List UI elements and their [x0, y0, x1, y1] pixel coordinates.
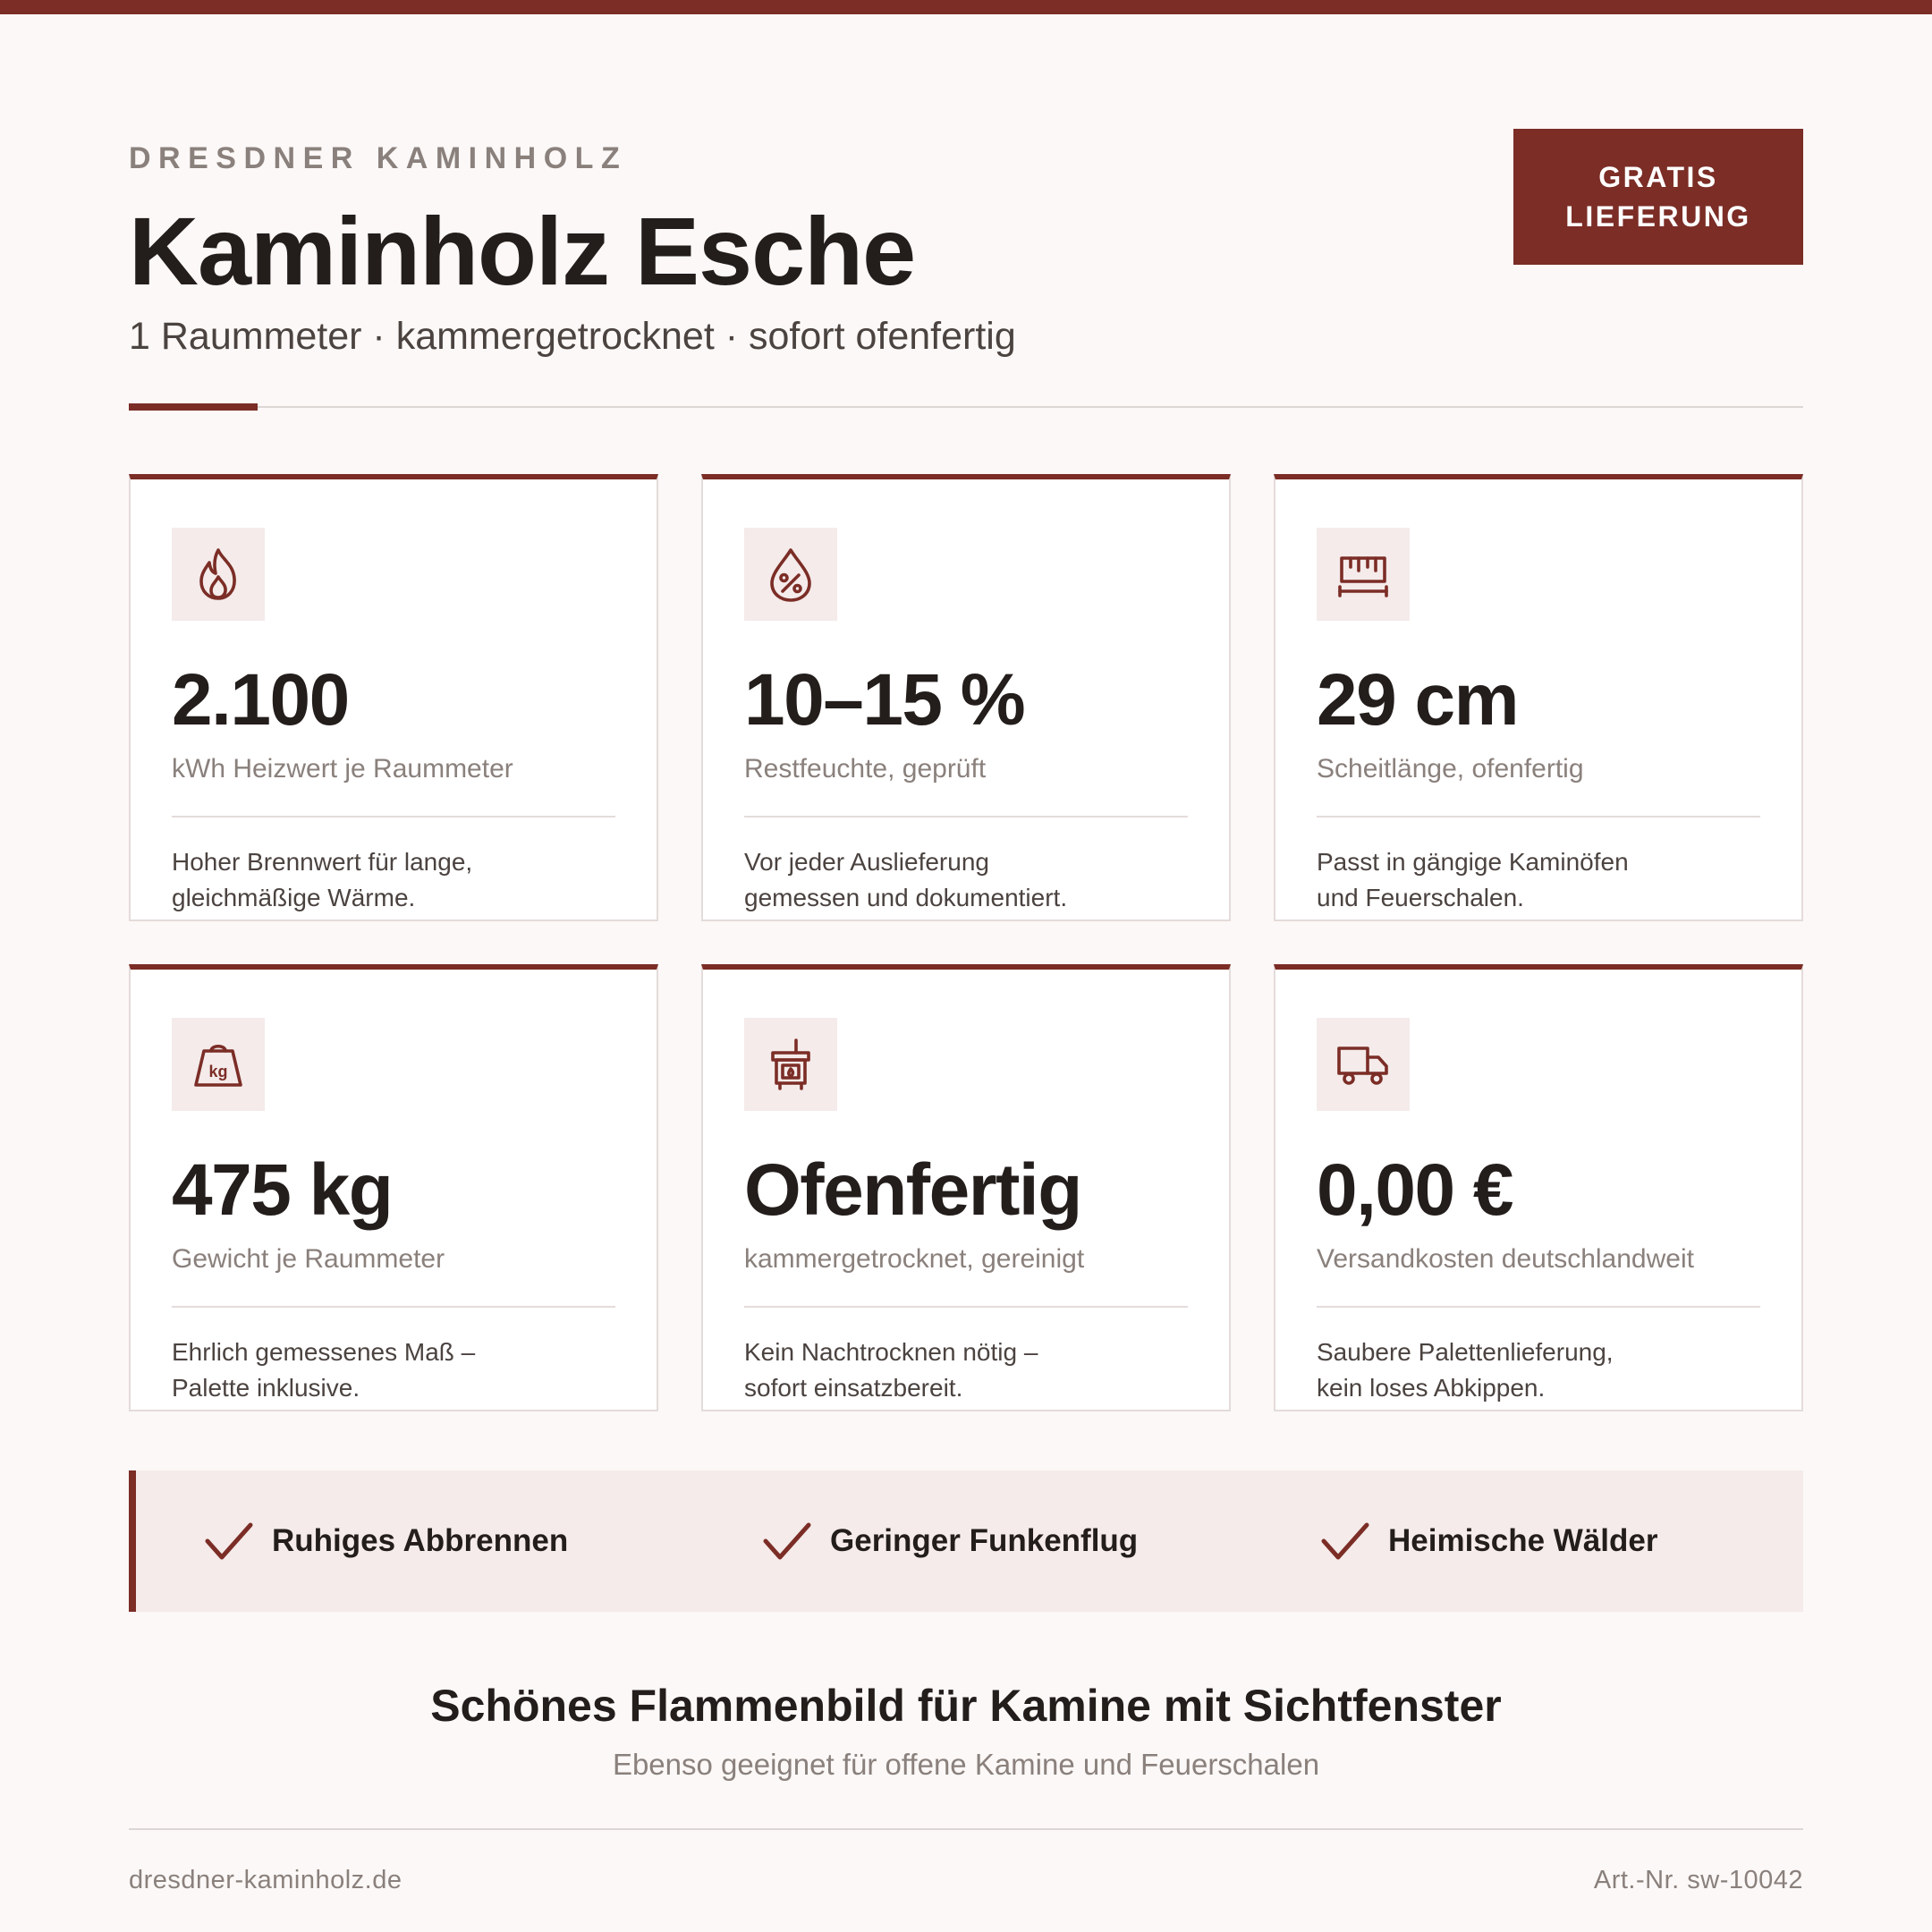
card-oven-ready	[701, 964, 1231, 1411]
card-description	[1317, 844, 1674, 916]
badge-line-1: GRATIS	[1598, 161, 1718, 193]
card-label: Versandkosten deutschlandweit	[1317, 1244, 1694, 1274]
weight-icon	[191, 1038, 246, 1090]
card-icon-box	[744, 1018, 837, 1111]
top-accent-bar	[0, 0, 1932, 14]
feature-item	[762, 1470, 1138, 1612]
footer-divider	[129, 1828, 1803, 1830]
card-log-length	[1274, 474, 1803, 921]
card-weight	[129, 964, 658, 1411]
card-value: 29 cm	[1317, 659, 1519, 741]
card-description-line: Saubere Palettenlieferung,	[1317, 1338, 1614, 1366]
card-description-line: Kein Nachtrocknen nötig –	[744, 1338, 1038, 1366]
card-value: 0,00 €	[1317, 1149, 1513, 1231]
ruler-icon	[1336, 551, 1390, 597]
page-title: Kaminholz Esche	[129, 197, 916, 305]
card-divider	[1317, 1306, 1760, 1308]
card-divider	[172, 1306, 615, 1308]
feature-item	[204, 1470, 568, 1612]
card-shipping-cost	[1274, 964, 1803, 1411]
card-icon-box	[172, 528, 265, 621]
card-description	[744, 1335, 1102, 1406]
card-divider	[172, 816, 615, 818]
brand-name: DRESDNER KAMINHOLZ	[129, 141, 628, 175]
free-delivery-badge	[1513, 129, 1803, 265]
card-description-line: kein loses Abkippen.	[1317, 1374, 1546, 1402]
feature-item	[1320, 1470, 1658, 1612]
check-icon	[762, 1520, 812, 1563]
tagline-subtitle: Ebenso geeignet für offene Kamine und Feuerschalen	[612, 1748, 1320, 1781]
svg-text:kg: kg	[208, 1063, 228, 1080]
card-label: kammergetrocknet, gereinigt	[744, 1244, 1085, 1274]
card-value: 10–15 %	[744, 659, 1025, 741]
card-divider	[744, 816, 1188, 818]
badge-line-2: LIEFERUNG	[1565, 200, 1751, 233]
check-icon	[204, 1520, 254, 1563]
footer-article-number: Art.-Nr. sw-10042	[1593, 1866, 1803, 1894]
card-label: kWh Heizwert je Raummeter	[172, 754, 513, 784]
footer-website: dresdner-kaminholz.de	[129, 1866, 402, 1894]
card-value: 2.100	[172, 659, 349, 741]
delivery-truck-icon	[1335, 1041, 1391, 1088]
card-icon-box	[172, 1018, 265, 1111]
flame-icon	[192, 547, 244, 602]
feature-strip	[129, 1470, 1803, 1612]
card-label: Scheitlänge, ofenfertig	[1317, 754, 1584, 784]
card-value: 475 kg	[172, 1149, 393, 1231]
feature-label: Ruhiges Abbrennen	[272, 1523, 569, 1558]
card-divider	[744, 1306, 1188, 1308]
card-moisture	[701, 474, 1231, 921]
card-description-line: gemessen und dokumentiert.	[744, 884, 1068, 911]
card-description-line: Hoher Brennwert für lange,	[172, 848, 473, 876]
card-description-line: Palette inklusive.	[172, 1374, 360, 1402]
card-icon-box	[744, 528, 837, 621]
check-icon	[1320, 1520, 1370, 1563]
card-label: Gewicht je Raummeter	[172, 1244, 445, 1274]
card-description-line: und Feuerschalen.	[1317, 884, 1524, 911]
card-divider	[1317, 816, 1760, 818]
card-description	[1317, 1335, 1674, 1406]
page-subtitle: 1 Raummeter · kammergetrocknet · sofort ofenfertig	[129, 315, 1016, 358]
card-heating-value	[129, 474, 658, 921]
card-icon-box	[1317, 528, 1410, 621]
feature-label: Geringer Funkenflug	[830, 1523, 1139, 1558]
tagline-title: Schönes Flammenbild für Kamine mit Sichtfenster	[430, 1681, 1502, 1731]
card-description-line: gleichmäßige Wärme.	[172, 884, 416, 911]
header-divider-accent	[129, 403, 258, 411]
card-description-line: Ehrlich gemessenes Maß –	[172, 1338, 476, 1366]
stove-icon	[766, 1037, 816, 1092]
header-divider	[129, 406, 1803, 408]
card-label: Restfeuchte, geprüft	[744, 754, 987, 784]
card-description-line: sofort einsatzbereit.	[744, 1374, 963, 1402]
card-description	[172, 1335, 530, 1406]
feature-label: Heimische Wälder	[1388, 1523, 1658, 1558]
card-icon-box	[1317, 1018, 1410, 1111]
card-description-line: Vor jeder Auslieferung	[744, 848, 989, 876]
card-description	[172, 844, 530, 916]
card-description-line: Passt in gängige Kaminöfen	[1317, 848, 1629, 876]
moisture-drop-icon	[766, 546, 816, 603]
card-description	[744, 844, 1102, 916]
card-value: Ofenfertig	[744, 1149, 1081, 1231]
